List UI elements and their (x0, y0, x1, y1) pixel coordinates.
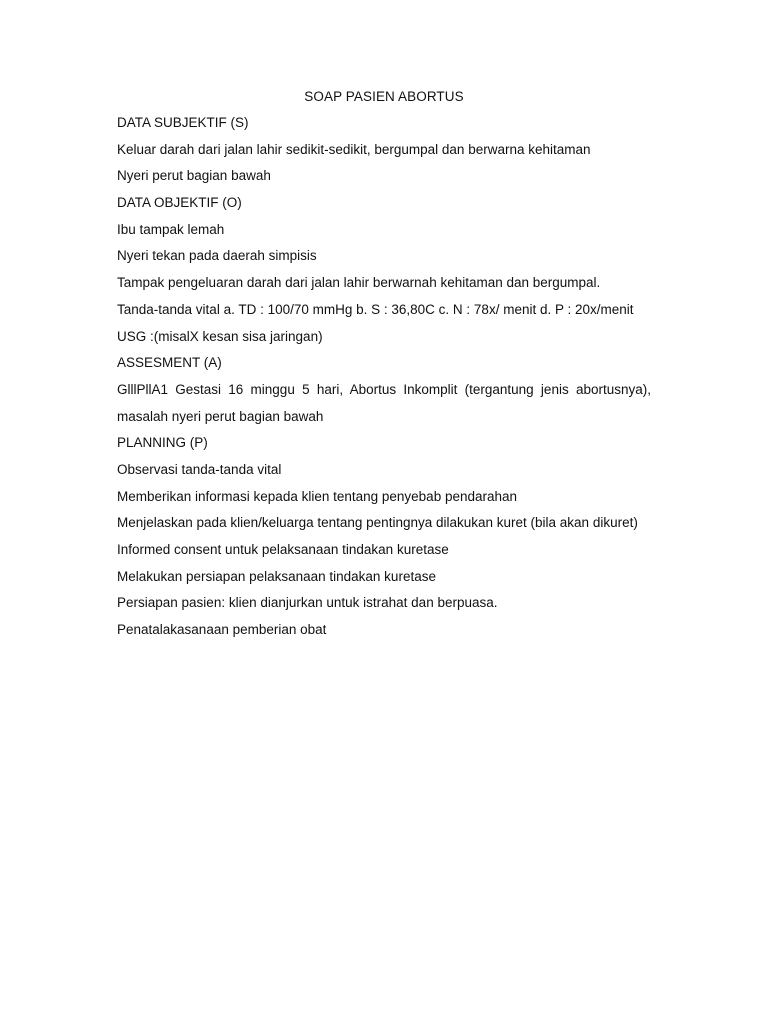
objective-line-3: Tampak pengeluaran darah dari jalan lahir berwarnah kehitaman dan bergumpal. (117, 275, 601, 291)
subjective-heading: DATA SUBJEKTIF (S) (117, 115, 249, 130)
planning-heading: PLANNING (P) (117, 435, 208, 451)
assessment-paragraph: GlllPllA1 Gestasi 16 minggu 5 hari, Abortus Inkomplit (tergantung jenis abortusnya), masalah nyeri perut bagian bawah (117, 381, 651, 424)
objective-line-1: Ibu tampak lemah (117, 221, 225, 237)
document-body (117, 114, 651, 648)
planning-item-2: Memberikan informasi kepada klien tentang penyebab pendarahan (117, 488, 518, 504)
planning-item-7: Penatalakasanaan pemberian obat (117, 622, 327, 638)
planning-item-6: Persiapan pasien: klien dianjurkan untuk istrahat dan berpuasa. (117, 595, 498, 611)
subjective-line-1: Keluar darah dari jalan lahir sedikit-sedikit, bergumpal dan berwarna kehitaman (117, 141, 591, 157)
document-title: SOAP PASIEN ABORTUS (304, 89, 464, 104)
planning-item-1: Observasi tanda-tanda vital (117, 461, 282, 477)
planning-item-4: Informed consent untuk pelaksanaan tindakan kuretase (117, 542, 449, 558)
vital-signs-paragraph: Tanda-tanda vital a. TD : 100/70 mmHg b. S : 36,80C c. N : 78x/ menit d. P : 20x/menit (117, 301, 634, 317)
objective-heading: DATA OBJEKTIF (O) (117, 195, 242, 211)
planning-item-3: Menjelaskan pada klien/keluarga tentang pentingnya dilakukan kuret (bila akan dikuret) (117, 515, 638, 531)
usg-line: USG :(misalX kesan sisa jaringan) (117, 328, 323, 344)
objective-line-2: Nyeri tekan pada daerah simpisis (117, 248, 317, 264)
subjective-line-2: Nyeri perut bagian bawah (117, 168, 271, 184)
assessment-heading: ASSESMENT (A) (117, 355, 222, 371)
planning-item-5: Melakukan persiapan pelaksanaan tindakan kuretase (117, 568, 436, 584)
